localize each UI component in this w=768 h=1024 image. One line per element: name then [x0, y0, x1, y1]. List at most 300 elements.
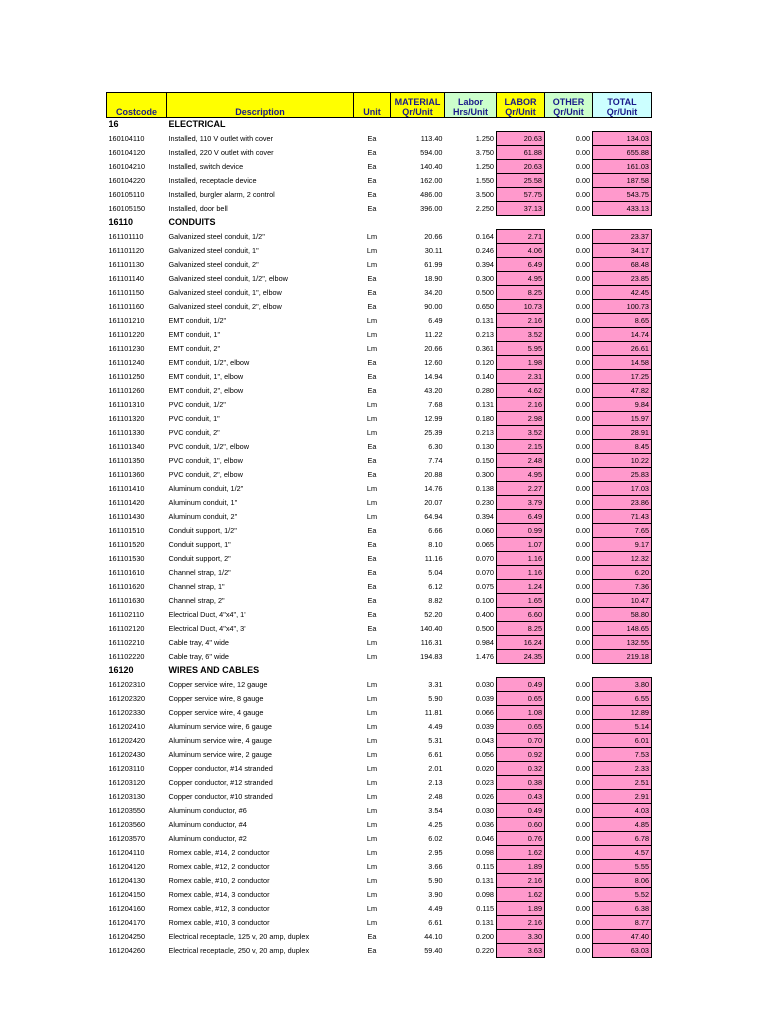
cost-code-cell: 161101420 [108, 498, 145, 507]
description-cell: Aluminum conductor, #2 [168, 834, 247, 843]
cost-code-cell: 161204130 [108, 876, 146, 885]
material-cost-cell: 30.11 [424, 246, 443, 255]
labor-cost-cell: 3.52 [497, 328, 545, 342]
description-cell: Galvanized steel conduit, 1" [168, 246, 259, 255]
labor-cost-cell: 6.49 [497, 258, 545, 272]
description-cell: Cable tray, 4" wide [168, 638, 229, 647]
description-cell: EMT conduit, 1/2", elbow [168, 358, 250, 367]
total-cost-cell: 100.73 [593, 300, 652, 314]
total-cost-cell: 14.74 [593, 328, 652, 342]
description-cell: Aluminum conductor, #6 [168, 806, 247, 815]
total-cost-cell: 8.77 [593, 916, 652, 930]
header-unit: Unit [354, 93, 391, 118]
unit-cell: Lm [366, 344, 378, 353]
labor-hours-cell: 0.400 [475, 610, 494, 619]
labor-cost-cell: 0.92 [497, 748, 545, 762]
total-cost-cell: 5.52 [593, 888, 652, 902]
header-labor-hrs [445, 93, 497, 118]
material-cost-cell: 12.99 [424, 414, 443, 423]
labor-hours-cell: 0.023 [475, 778, 494, 787]
cost-code-cell: 161101410 [108, 484, 145, 493]
description-cell: Aluminum conduit, 1/2" [168, 484, 244, 493]
total-cost-cell: 8.65 [593, 314, 652, 328]
description-cell: Romex cable, #12, 2 conductor [168, 862, 270, 871]
table-row [107, 412, 652, 426]
description-cell: Conduit support, 1" [168, 540, 231, 549]
description-cell: Channel strap, 2" [168, 596, 225, 605]
cost-code-cell: 161101350 [108, 456, 145, 465]
header-costcode: Costcode [107, 93, 167, 118]
total-cost-cell: 68.48 [593, 258, 652, 272]
other-cost-cell: 0.00 [575, 512, 590, 521]
header-total [593, 93, 652, 118]
cost-code-cell: 161203110 [108, 764, 145, 773]
labor-cost-cell: 2.48 [497, 454, 545, 468]
unit-cell: Ea [367, 176, 377, 185]
cost-code-cell: 161101250 [108, 372, 145, 381]
unit-cell: Ea [367, 288, 377, 297]
unit-cell: Ea [367, 946, 377, 955]
description-cell: Electrical Duct, 4"x4", 3' [168, 624, 246, 633]
table-row [107, 202, 652, 216]
labor-cost-cell: 20.63 [497, 132, 545, 146]
cost-code-cell: 160104210 [108, 162, 146, 171]
total-cost-cell: 26.61 [593, 342, 652, 356]
header-total-line2: Qr/Unit [606, 107, 638, 117]
material-cost-cell: 3.31 [428, 680, 443, 689]
total-cost-cell: 8.45 [593, 440, 652, 454]
table-row [107, 552, 652, 566]
table-row [107, 902, 652, 916]
table-row [107, 370, 652, 384]
labor-hours-cell: 0.246 [475, 246, 494, 255]
description-cell: Electrical receptacle, 125 v, 20 amp, duplex [168, 932, 310, 941]
unit-cell: Lm [366, 400, 378, 409]
other-cost-cell: 0.00 [575, 596, 590, 605]
labor-cost-cell: 61.88 [497, 146, 545, 160]
description-cell: PVC conduit, 1/2" [168, 400, 226, 409]
material-cost-cell: 12.60 [424, 358, 443, 367]
other-cost-cell: 0.00 [575, 498, 590, 507]
labor-cost-cell: 20.63 [497, 160, 545, 174]
description-cell: Copper conductor, #10 stranded [168, 792, 273, 801]
labor-hours-cell: 0.066 [475, 708, 494, 717]
cost-code-cell: 161202330 [108, 708, 146, 717]
table-row [107, 174, 652, 188]
section-title: ELECTRICAL [168, 119, 226, 129]
labor-hours-cell: 3.750 [475, 148, 494, 157]
unit-cell: Lm [366, 904, 378, 913]
material-cost-cell: 3.54 [428, 806, 443, 815]
other-cost-cell: 0.00 [575, 190, 590, 199]
table-row [107, 132, 652, 146]
material-cost-cell: 59.40 [424, 946, 443, 955]
unit-cell: Lm [366, 778, 378, 787]
labor-hours-cell: 0.200 [475, 932, 494, 941]
total-cost-cell: 6.01 [593, 734, 652, 748]
labor-hours-cell: 0.120 [475, 358, 494, 367]
labor-hours-cell: 0.030 [475, 680, 494, 689]
table-row [107, 272, 652, 286]
description-cell: Installed, receptacle device [168, 176, 257, 185]
description-cell: Conduit support, 1/2" [168, 526, 237, 535]
table-row [107, 356, 652, 370]
other-cost-cell: 0.00 [575, 638, 590, 647]
labor-cost-cell: 8.25 [497, 286, 545, 300]
total-cost-cell: 161.03 [593, 160, 652, 174]
unit-cell: Ea [367, 204, 377, 213]
labor-hours-cell: 0.180 [475, 414, 494, 423]
other-cost-cell: 0.00 [575, 526, 590, 535]
material-cost-cell: 2.13 [428, 778, 443, 787]
description-cell: Romex cable, #12, 3 conductor [168, 904, 270, 913]
table-row [107, 636, 652, 650]
cost-code-cell: 161101360 [108, 470, 145, 479]
labor-hours-cell: 0.098 [475, 890, 494, 899]
labor-cost-cell: 1.16 [497, 566, 545, 580]
unit-cell: Lm [366, 484, 378, 493]
labor-cost-cell: 4.95 [497, 272, 545, 286]
table-row [107, 482, 652, 496]
unit-cell: Ea [367, 582, 377, 591]
labor-cost-cell: 16.24 [497, 636, 545, 650]
other-cost-cell: 0.00 [575, 932, 590, 941]
table-row [107, 944, 652, 958]
unit-cell: Ea [367, 358, 377, 367]
labor-hours-cell: 0.131 [475, 316, 494, 325]
labor-hours-cell: 0.070 [475, 554, 494, 563]
table-row [107, 748, 652, 762]
description-cell: Installed, 110 V outlet with cover [168, 134, 274, 143]
labor-cost-cell: 57.75 [497, 188, 545, 202]
section-header-row [107, 216, 652, 230]
section-code: 16120 [108, 665, 134, 675]
table-row [107, 720, 652, 734]
header-other-line2: Qr/Unit [553, 107, 584, 117]
unit-cell: Ea [367, 540, 377, 549]
material-cost-cell: 113.40 [420, 134, 443, 143]
labor-hours-cell: 0.060 [475, 526, 494, 535]
description-cell: Copper service wire, 12 gauge [168, 680, 268, 689]
table-row [107, 888, 652, 902]
other-cost-cell: 0.00 [575, 162, 590, 171]
cost-code-cell: 161101530 [108, 554, 145, 563]
table-row [107, 426, 652, 440]
total-cost-cell: 42.45 [593, 286, 652, 300]
labor-cost-cell: 3.30 [497, 930, 545, 944]
cost-code-cell: 161202310 [108, 680, 146, 689]
labor-cost-cell: 0.43 [497, 790, 545, 804]
unit-cell: Lm [366, 316, 378, 325]
unit-cell: Ea [367, 386, 377, 395]
material-cost-cell: 52.20 [424, 610, 443, 619]
cost-code-cell: 161102110 [108, 610, 144, 619]
other-cost-cell: 0.00 [575, 204, 590, 213]
labor-hours-cell: 0.036 [475, 820, 494, 829]
total-cost-cell: 2.91 [593, 790, 652, 804]
table-row [107, 146, 652, 160]
table-row [107, 538, 652, 552]
other-cost-cell: 0.00 [575, 876, 590, 885]
total-cost-cell: 8.06 [593, 874, 652, 888]
labor-cost-cell: 0.49 [497, 678, 545, 692]
labor-cost-cell: 1.24 [497, 580, 545, 594]
labor-hours-cell: 0.140 [475, 372, 494, 381]
labor-cost-cell: 6.60 [497, 608, 545, 622]
table-row [107, 580, 652, 594]
material-cost-cell: 6.12 [428, 582, 443, 591]
table-row [107, 160, 652, 174]
labor-hours-cell: 0.056 [475, 750, 494, 759]
labor-cost-cell: 0.49 [497, 804, 545, 818]
material-cost-cell: 396.00 [420, 204, 443, 213]
cost-code-cell: 161101230 [108, 344, 145, 353]
unit-cell: Lm [366, 232, 378, 241]
description-cell: Romex cable, #10, 2 conductor [168, 876, 270, 885]
unit-cell: Ea [367, 442, 377, 451]
labor-cost-cell: 2.31 [497, 370, 545, 384]
labor-cost-cell: 1.62 [497, 888, 545, 902]
cost-code-cell: 161101220 [108, 330, 145, 339]
header-material-line2: Qr/Unit [402, 107, 433, 117]
labor-cost-cell: 2.16 [497, 916, 545, 930]
description-cell: PVC conduit, 1/2", elbow [168, 442, 249, 451]
labor-cost-cell: 0.65 [497, 720, 545, 734]
other-cost-cell: 0.00 [575, 470, 590, 479]
material-cost-cell: 6.61 [428, 918, 443, 927]
labor-hours-cell: 0.300 [475, 470, 494, 479]
other-cost-cell: 0.00 [575, 176, 590, 185]
unit-cell: Lm [366, 848, 378, 857]
description-cell: Electrical receptacle, 250 v, 20 amp, duplex [168, 946, 310, 955]
labor-cost-cell: 0.60 [497, 818, 545, 832]
labor-cost-cell: 2.15 [497, 440, 545, 454]
labor-cost-cell: 24.35 [497, 650, 545, 664]
header-labor-hrs-line1: Labor [457, 97, 483, 107]
labor-cost-cell: 1.62 [497, 846, 545, 860]
unit-cell: Ea [367, 302, 377, 311]
header-total-line1: TOTAL [607, 97, 637, 107]
labor-hours-cell: 0.361 [475, 344, 494, 353]
material-cost-cell: 140.40 [420, 624, 443, 633]
other-cost-cell: 0.00 [575, 582, 590, 591]
cost-code-cell: 161204170 [108, 918, 146, 927]
material-cost-cell: 5.04 [428, 568, 443, 577]
labor-hours-cell: 0.164 [475, 232, 494, 241]
labor-hours-cell: 0.230 [475, 498, 494, 507]
table-row [107, 398, 652, 412]
other-cost-cell: 0.00 [575, 862, 590, 871]
cost-code-cell: 161101340 [108, 442, 145, 451]
cost-code-cell: 161204160 [108, 904, 146, 913]
labor-cost-cell: 1.08 [497, 706, 545, 720]
labor-cost-cell: 2.71 [497, 230, 545, 244]
cost-code-cell: 161204260 [108, 946, 146, 955]
material-cost-cell: 6.30 [428, 442, 443, 451]
total-cost-cell: 6.20 [593, 566, 652, 580]
total-cost-cell: 132.55 [593, 636, 652, 650]
material-cost-cell: 44.10 [424, 932, 443, 941]
material-cost-cell: 14.76 [424, 484, 443, 493]
material-cost-cell: 594.00 [420, 148, 443, 157]
other-cost-cell: 0.00 [575, 736, 590, 745]
description-cell: Galvanized steel conduit, 2", elbow [168, 302, 282, 311]
other-cost-cell: 0.00 [575, 428, 590, 437]
material-cost-cell: 20.88 [424, 470, 443, 479]
material-cost-cell: 6.61 [428, 750, 443, 759]
material-cost-cell: 140.40 [420, 162, 443, 171]
table-row [107, 258, 652, 272]
other-cost-cell: 0.00 [575, 246, 590, 255]
other-cost-cell: 0.00 [575, 372, 590, 381]
material-cost-cell: 2.01 [428, 764, 443, 773]
table-row [107, 692, 652, 706]
unit-cell: Lm [366, 862, 378, 871]
labor-cost-cell: 1.89 [497, 860, 545, 874]
total-cost-cell: 7.53 [593, 748, 652, 762]
other-cost-cell: 0.00 [575, 722, 590, 731]
material-cost-cell: 4.49 [428, 722, 443, 731]
cost-code-cell: 161101110 [108, 232, 144, 241]
labor-hours-cell: 0.043 [475, 736, 494, 745]
other-cost-cell: 0.00 [575, 778, 590, 787]
description-cell: Aluminum service wire, 4 gauge [168, 736, 272, 745]
other-cost-cell: 0.00 [575, 134, 590, 143]
cost-code-cell: 161101510 [108, 526, 145, 535]
total-cost-cell: 15.97 [593, 412, 652, 426]
material-cost-cell: 2.48 [428, 792, 443, 801]
description-cell: Copper conductor, #14 stranded [168, 764, 273, 773]
total-cost-cell: 6.38 [593, 902, 652, 916]
description-cell: Galvanized steel conduit, 1/2", elbow [168, 274, 288, 283]
total-cost-cell: 63.03 [593, 944, 652, 958]
other-cost-cell: 0.00 [575, 316, 590, 325]
unit-cell: Lm [366, 330, 378, 339]
cost-code-cell: 161101120 [108, 246, 144, 255]
total-cost-cell: 23.86 [593, 496, 652, 510]
unit-cell: Ea [367, 134, 377, 143]
labor-hours-cell: 1.476 [475, 652, 494, 661]
material-cost-cell: 486.00 [420, 190, 443, 199]
cost-code-cell: 161203550 [108, 806, 146, 815]
table-row [107, 790, 652, 804]
total-cost-cell: 9.17 [593, 538, 652, 552]
labor-cost-cell: 3.63 [497, 944, 545, 958]
other-cost-cell: 0.00 [575, 624, 590, 633]
description-cell: Channel strap, 1/2" [168, 568, 231, 577]
unit-cell: Ea [367, 372, 377, 381]
unit-cell: Ea [367, 148, 377, 157]
unit-cell: Lm [366, 694, 378, 703]
table-row [107, 650, 652, 664]
material-cost-cell: 3.90 [428, 890, 443, 899]
other-cost-cell: 0.00 [575, 652, 590, 661]
labor-hours-cell: 0.100 [475, 596, 494, 605]
total-cost-cell: 23.85 [593, 272, 652, 286]
description-cell: Aluminum service wire, 2 gauge [168, 750, 272, 759]
total-cost-cell: 47.40 [593, 930, 652, 944]
material-cost-cell: 11.22 [424, 330, 443, 339]
cost-code-cell: 160104120 [108, 148, 146, 157]
material-cost-cell: 8.10 [428, 540, 443, 549]
cost-code-cell: 161204150 [108, 890, 146, 899]
cost-code-cell: 161102120 [108, 624, 145, 633]
description-cell: Aluminum conduit, 1" [168, 498, 238, 507]
material-cost-cell: 8.82 [428, 596, 443, 605]
total-cost-cell: 10.47 [593, 594, 652, 608]
material-cost-cell: 11.81 [424, 708, 443, 717]
header-material [391, 93, 445, 118]
other-cost-cell: 0.00 [575, 820, 590, 829]
total-cost-cell: 219.18 [593, 650, 652, 664]
cost-code-cell: 161202410 [108, 722, 146, 731]
description-cell: Romex cable, #14, 3 conductor [168, 890, 270, 899]
total-cost-cell: 5.14 [593, 720, 652, 734]
other-cost-cell: 0.00 [575, 484, 590, 493]
table-row [107, 678, 652, 692]
table-row [107, 440, 652, 454]
cost-code-cell: 161204120 [108, 862, 146, 871]
unit-cell: Lm [366, 708, 378, 717]
material-cost-cell: 162.00 [420, 176, 443, 185]
cost-code-cell: 161101520 [108, 540, 145, 549]
other-cost-cell: 0.00 [575, 694, 590, 703]
labor-cost-cell: 0.38 [497, 776, 545, 790]
total-cost-cell: 17.03 [593, 482, 652, 496]
cost-code-cell: 161202430 [108, 750, 146, 759]
labor-hours-cell: 0.500 [475, 288, 494, 297]
material-cost-cell: 116.31 [420, 638, 443, 647]
cost-code-cell: 160105110 [108, 190, 145, 199]
description-cell: Installed, switch device [168, 162, 244, 171]
table-row [107, 286, 652, 300]
cost-code-cell: 160104110 [108, 134, 145, 143]
labor-cost-cell: 2.16 [497, 398, 545, 412]
labor-cost-cell: 37.13 [497, 202, 545, 216]
table-row [107, 916, 652, 930]
other-cost-cell: 0.00 [575, 540, 590, 549]
cost-code-cell: 161101310 [108, 400, 145, 409]
labor-hours-cell: 0.039 [475, 694, 494, 703]
other-cost-cell: 0.00 [575, 764, 590, 773]
material-cost-cell: 20.66 [424, 232, 443, 241]
labor-hours-cell: 1.250 [475, 162, 494, 171]
description-cell: PVC conduit, 1", elbow [168, 456, 243, 465]
labor-cost-cell: 4.95 [497, 468, 545, 482]
description-cell: Conduit support, 2" [168, 554, 231, 563]
labor-hours-cell: 3.500 [475, 190, 494, 199]
labor-cost-cell: 1.98 [497, 356, 545, 370]
description-cell: Aluminum conductor, #4 [168, 820, 247, 829]
other-cost-cell: 0.00 [575, 708, 590, 717]
table-row [107, 300, 652, 314]
labor-hours-cell: 0.150 [475, 456, 494, 465]
other-cost-cell: 0.00 [575, 260, 590, 269]
other-cost-cell: 0.00 [575, 568, 590, 577]
unit-cell: Ea [367, 470, 377, 479]
table-row [107, 594, 652, 608]
unit-cell: Lm [366, 806, 378, 815]
labor-cost-cell: 3.79 [497, 496, 545, 510]
other-cost-cell: 0.00 [575, 946, 590, 955]
labor-cost-cell: 5.95 [497, 342, 545, 356]
description-cell: Copper service wire, 8 gauge [168, 694, 264, 703]
unit-cell: Lm [366, 764, 378, 773]
cost-code-cell: 161203560 [108, 820, 146, 829]
labor-hours-cell: 0.650 [475, 302, 494, 311]
description-cell: Galvanized steel conduit, 2" [168, 260, 259, 269]
description-cell: EMT conduit, 1" [168, 330, 221, 339]
